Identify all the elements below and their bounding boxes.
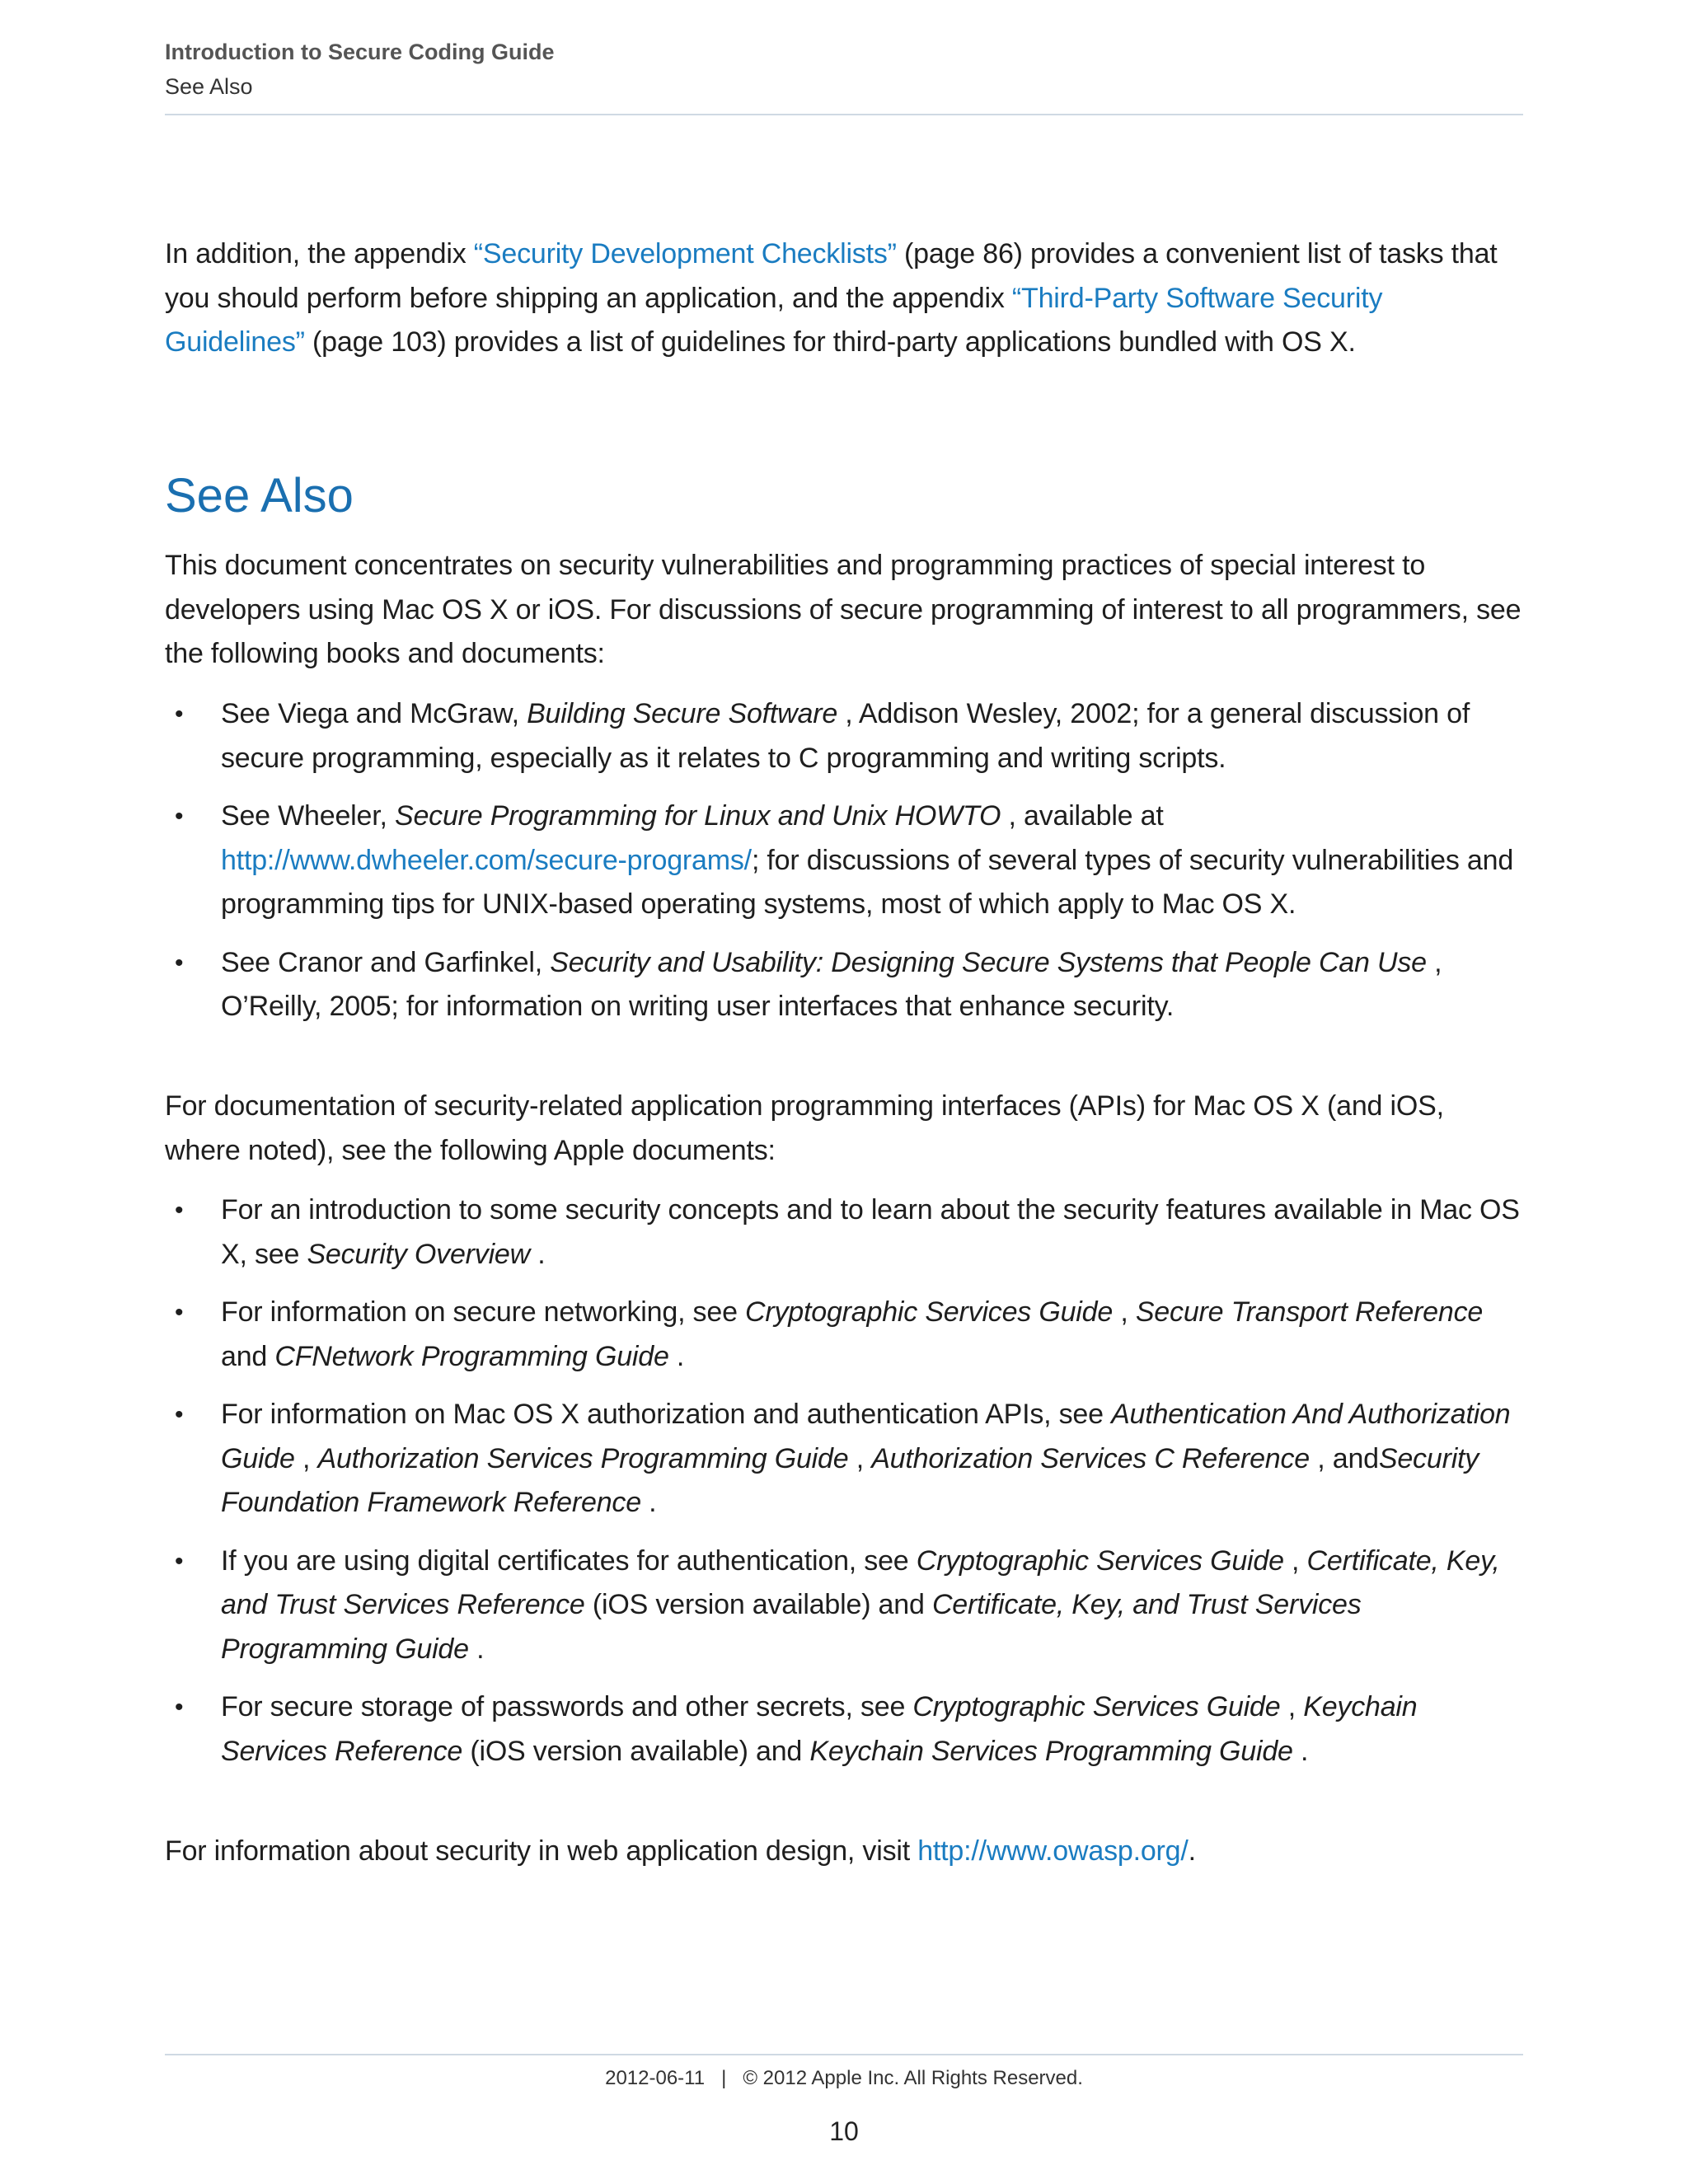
doc-title: Cryptographic Services Guide bbox=[745, 1296, 1114, 1328]
bullet-icon: • bbox=[175, 701, 184, 728]
list-item: • For information on secure networking, see Cryptographic Services Guide , Secure Transport Reference and CFNetwork Programming Guide . bbox=[165, 1291, 1523, 1379]
list-item: • See Wheeler, Secure Programming for Linux and Unix HOWTO , available at http://www.dwheeler.com/secure-programs/; for discussions of several types of security vulnerabilities and programming tips for UNIX-based operating systems, most of which apply to Mac OS X. bbox=[165, 794, 1523, 927]
dwheeler-link[interactable]: http://www.dwheeler.com/secure-programs/ bbox=[221, 844, 752, 876]
doc-title: Security Foundation Framework Reference bbox=[221, 1442, 1479, 1518]
footer-copyright: 2012-06-11 | © 2012 Apple Inc. All Rights Reserved. bbox=[605, 2067, 1083, 2089]
doc-title: Security Overview bbox=[307, 1238, 530, 1270]
doc-title: Certificate, Key, and Trust Services Reference bbox=[221, 1544, 1500, 1620]
books-list bbox=[165, 692, 1523, 1029]
intro-paragraph bbox=[165, 232, 1523, 365]
header-divider bbox=[165, 114, 1523, 115]
page-number: 10 bbox=[829, 2116, 859, 2146]
list-item: • If you are using digital certificates for authentication, see Cryptographic Services Guide , Certificate, Key, and Trust Services Reference (iOS version available) and Certificate, Key, and Trust Services Programming Guide . bbox=[165, 1540, 1523, 1672]
third-party-guidelines-link[interactable]: “Third-Party Software Security Guidelines” bbox=[165, 282, 1383, 358]
footer-divider bbox=[165, 2054, 1523, 2055]
bullet-icon: • bbox=[175, 1694, 184, 1721]
doc-title: Secure Transport Reference bbox=[1135, 1296, 1484, 1328]
bullet-icon: • bbox=[175, 1197, 184, 1224]
doc-title: CFNetwork Programming Guide bbox=[274, 1340, 669, 1372]
header-section-title: See Also bbox=[165, 74, 253, 99]
bullet-icon: • bbox=[175, 949, 184, 977]
doc-title: Keychain Services Programming Guide bbox=[809, 1735, 1293, 1767]
security-checklists-link[interactable]: “Security Development Checklists” bbox=[473, 238, 897, 269]
list-item: • For information on Mac OS X authorization and authentication APIs, see Authentication And Authorization Guide , Authorization Services Programming Guide , Authorization Services C Reference , andSecurity Foundation Framework Reference . bbox=[165, 1393, 1523, 1526]
intro-text-3: (page 103) provides a list of guidelines for third-party applications bundled with OS X. bbox=[304, 326, 1356, 358]
list-item: • See Viega and McGraw, Building Secure Software , Addison Wesley, 2002; for a general discussion of secure programming, especially as it relates to C programming and writing scripts. bbox=[165, 692, 1523, 780]
list-item: • See Cranor and Garfinkel, Security and Usability: Designing Secure Systems that People Can Use , O’Reilly, 2005; for information on writing user interfaces that enhance security. bbox=[165, 941, 1523, 1029]
web-security-paragraph: For information about security in web application design, visit http://www.owasp.org/. bbox=[165, 1835, 1196, 1867]
document-page bbox=[165, 0, 1523, 2184]
doc-title: Authorization Services C Reference bbox=[871, 1442, 1310, 1474]
see-also-paragraph: This document concentrates on security vulnerabilities and programming practices of special interest to developers using Mac OS X or iOS. For discussions of secure programming of interest to all programmers, see the following books and documents: bbox=[165, 550, 1522, 669]
bullet-icon: • bbox=[175, 803, 184, 830]
doc-title: Keychain Services Reference bbox=[221, 1691, 1418, 1767]
list-item: • For secure storage of passwords and other secrets, see Cryptographic Services Guide , Keychain Services Reference (iOS version available) and Keychain Services Programming Guide . bbox=[165, 1685, 1523, 1774]
book-title: Building Secure Software bbox=[527, 698, 838, 729]
doc-title: Certificate, Key, and Trust Services Programming Guide bbox=[221, 1589, 1362, 1665]
book-title: Security and Usability: Designing Secure Systems that People Can Use bbox=[550, 946, 1427, 978]
book-title: Secure Programming for Linux and Unix HOWTO bbox=[394, 800, 1001, 832]
doc-title: Cryptographic Services Guide bbox=[916, 1544, 1284, 1577]
header-document-title: Introduction to Secure Coding Guide bbox=[165, 40, 555, 64]
doc-title: Cryptographic Services Guide bbox=[912, 1691, 1281, 1722]
bullet-icon: • bbox=[175, 1547, 184, 1575]
bullet-icon: • bbox=[175, 1401, 184, 1428]
doc-title: Authorization Services Programming Guide bbox=[317, 1442, 849, 1474]
apple-docs-list bbox=[165, 1188, 1523, 1774]
doc-title: Authentication And Authorization Guide bbox=[221, 1399, 1511, 1474]
list-item: • For an introduction to some security concepts and to learn about the security features available in Mac OS X, see Security Overview . bbox=[165, 1188, 1523, 1277]
apple-docs-paragraph: For documentation of security-related application programming interfaces (APIs) for Mac OS X (and iOS, where noted), see the following Apple documents: bbox=[165, 1090, 1444, 1166]
intro-text-2: (page 86) provides a convenient list of tasks that you should perform before shipping an application, and the appendix bbox=[165, 238, 1498, 314]
bullet-icon: • bbox=[175, 1299, 184, 1326]
owasp-link[interactable]: http://www.owasp.org/ bbox=[917, 1835, 1189, 1867]
see-also-heading: See Also bbox=[165, 469, 354, 523]
intro-text-1: In addition, the appendix bbox=[165, 238, 474, 269]
